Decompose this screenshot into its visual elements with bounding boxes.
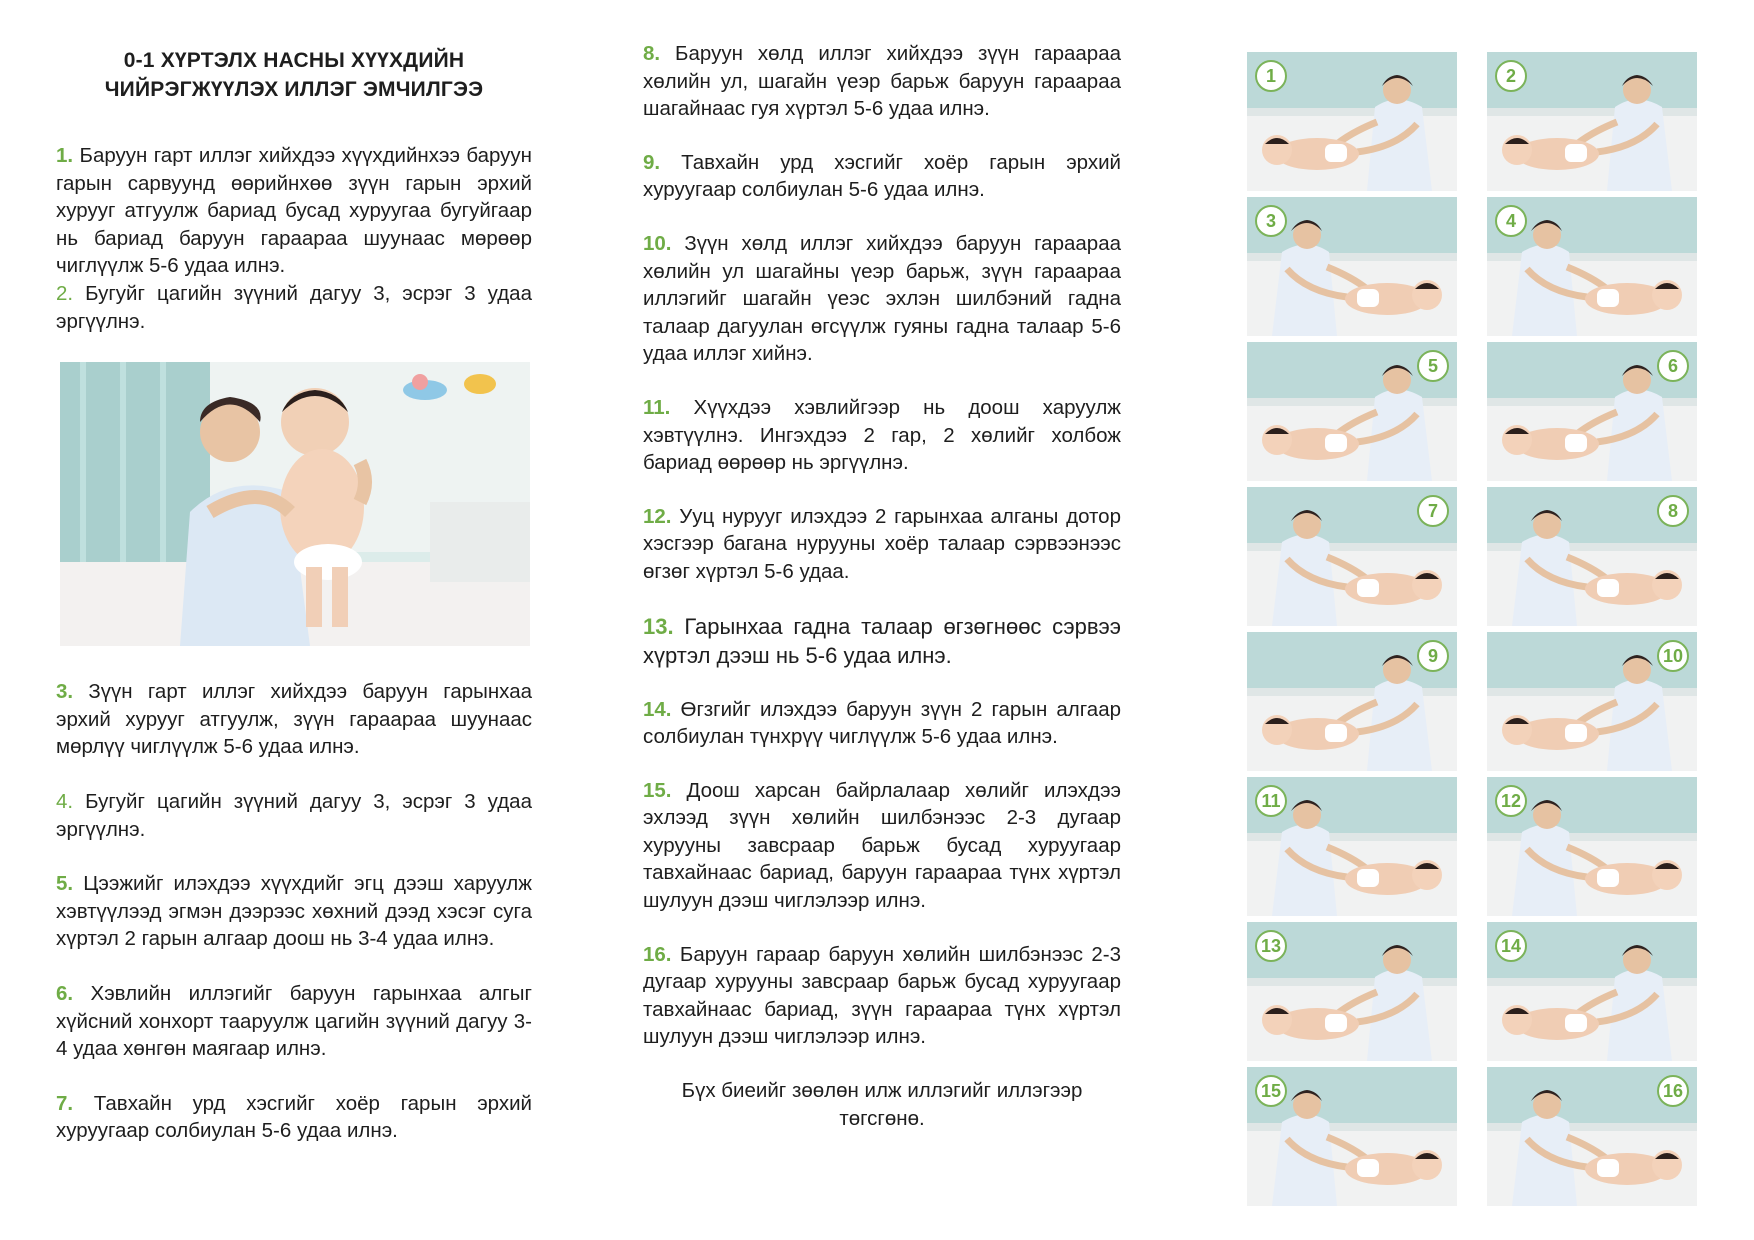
closing-line-1: Бүх биеийг зөөлөн илж иллэгийг иллэгээр (681, 1079, 1083, 1103)
closing-note (643, 1077, 1121, 1133)
step-photo-10 (1487, 632, 1697, 771)
step-number: 12. (643, 504, 672, 528)
step-photo-3 (1247, 197, 1457, 336)
step-text: Бугуйг цагийн зүүний дагуу 3, эсрэг 3 удаа эргүүлнэ. (56, 789, 532, 841)
step-number: 15. (643, 778, 672, 802)
step-number: 1. (56, 144, 74, 167)
step-photo-number-badge: 15 (1255, 1075, 1287, 1107)
step-photo-14 (1487, 922, 1697, 1061)
step-1 (56, 142, 532, 280)
step-number: 5. (56, 872, 74, 896)
step-15 (643, 777, 1121, 915)
step-photo-number-badge: 6 (1657, 350, 1689, 382)
step-12 (643, 503, 1121, 586)
step-photo-number-badge: 7 (1417, 495, 1449, 527)
step-5 (56, 870, 532, 953)
step-number: 10. (643, 231, 672, 255)
step-photo-number-badge: 16 (1657, 1075, 1689, 1107)
step-13 (643, 612, 1121, 670)
photo-grid (1247, 52, 1705, 1206)
step-6 (56, 980, 532, 1063)
step-photo-number-badge: 3 (1255, 205, 1287, 237)
closing-line-2: төгсгөнө. (839, 1107, 925, 1131)
page-title (56, 46, 532, 104)
step-text: Баруун гараар баруун хөлийн шилбэнээс 2-3 дугаар хурууны завсраар барьж бусад хуруугаар тавхайнаас бариад, зүүн гараараа түнх хүртэл шулуун дээш чиглэлээр илнэ. (643, 942, 1121, 1049)
step-4 (56, 788, 532, 843)
step-photo-number-badge: 1 (1255, 60, 1287, 92)
step-photo-1 (1247, 52, 1457, 191)
step-8 (643, 40, 1121, 123)
step-photo-number-badge: 9 (1417, 640, 1449, 672)
step-photo-16 (1487, 1067, 1697, 1206)
step-photo-number-badge: 8 (1657, 495, 1689, 527)
step-photo-11 (1247, 777, 1457, 916)
step-14 (643, 696, 1121, 751)
step-photo-5 (1247, 342, 1457, 481)
step-text: Хэвлийн иллэгийг баруун гарынхаа алгыг хүйсний хонхорт тааруулж цагийн зүүний дагуу 3-4 удаа хөнгөн маягаар илнэ. (56, 981, 532, 1061)
step-9 (643, 149, 1121, 204)
step-text: Тавхайн урд хэсгийг хоёр гарын эрхий хуруугаар солбиулан 5-6 удаа илнэ. (56, 1091, 532, 1143)
step-photo-4 (1487, 197, 1697, 336)
step-text: Гарынхаа гадна талаар өгзөгнөөс сэрвээ хүртэл дээш нь 5-6 удаа илнэ. (643, 613, 1121, 668)
step-number: 11. (643, 395, 671, 419)
step-11 (643, 394, 1121, 477)
step-text: Зүүн хөлд иллэг хийхдээ баруун гараараа хөлийн ул шагайны үеэр барьж, зүүн гараараа иллэгийг шагайн үеэс эхлэн шилбэний гадна талаар дагуулан өгсүүлж гуяны гадна талаар 5-6 удаа иллэг хийнэ. (643, 231, 1121, 366)
step-photo-number-badge: 14 (1495, 930, 1527, 962)
step-photo-2 (1487, 52, 1697, 191)
step-number: 16. (643, 942, 672, 966)
step-10 (643, 230, 1121, 368)
step-text: Өгзгийг илэхдээ баруун зүүн 2 гарын алгаар солбиулан түнхрүү чиглүүлж 5-6 удаа илнэ. (643, 697, 1121, 749)
step-text: Баруун гарт иллэг хийхдээ хүүхдийнхээ баруун гарын сарвуунд өөрийнхөө зүүн гарын эрхий хурууг атгуулж бариад бусад хуруугаа бугуйгаар нь бариад баруун гараараа шуунаас мөрөөр чиглүүлж 5-6 удаа илнэ. (56, 144, 532, 278)
step-number: 4. (56, 789, 74, 813)
step-text: Доош харсан байрлалаар хөлийг илэхдээ эхлээд зүүн хөлийн шилбэнээс 2-3 дугаар хурууны завсраар барьж бусад хуруугаар тавхайнаас бариад, баруун гараараа түнх хүртэл шулуун дээш чиглэлээр илнэ. (643, 778, 1121, 913)
step-text: Зүүн гарт иллэг хийхдээ баруун гарынхаа эрхий хурууг атгуулж, зүүн гараараа шуунаас мөрлүү чиглүүлж 5-6 удаа илнэ. (56, 680, 532, 759)
step-number: 14. (643, 697, 672, 721)
step-7 (56, 1090, 532, 1145)
step-photo-13 (1247, 922, 1457, 1061)
step-photo-number-badge: 11 (1255, 785, 1287, 817)
step-number: 8. (643, 42, 661, 65)
step-number: 9. (643, 150, 661, 174)
main-photo-woman-holding-baby (60, 362, 530, 646)
step-number: 2. (56, 281, 74, 305)
step-text: Цээжийг илэхдээ хүүхдийг эгц дээш харуулж хэвтүүлээд эгмэн дээрээс хөхний дээд хэсэг суга хүртэл 2 гарын алгаар доош нь 3-4 удаа илнэ. (56, 872, 532, 951)
step-text: Тавхайн урд хэсгийг хоёр гарын эрхий хуруугаар солбиулан 5-6 удаа илнэ. (643, 150, 1121, 202)
step-photo-number-badge: 2 (1495, 60, 1527, 92)
step-photo-number-badge: 12 (1495, 785, 1527, 817)
step-text: Ууц нурууг илэхдээ 2 гарынхаа алганы дотор хэсгээр багана нурууны хоёр талаар сэрвээнээс өгзөг хүртэл 5-6 удаа. (643, 504, 1121, 583)
step-number: 13. (643, 613, 674, 639)
step-photo-7 (1247, 487, 1457, 626)
step-number: 7. (56, 1091, 74, 1115)
left-column (56, 0, 532, 1172)
step-photo-12 (1487, 777, 1697, 916)
step-number: 3. (56, 680, 74, 704)
step-photo-number-badge: 13 (1255, 930, 1287, 962)
title-line-1: 0-1 ХҮРТЭЛХ НАСНЫ ХҮҮХДИЙН (123, 49, 465, 72)
step-photo-number-badge: 5 (1417, 350, 1449, 382)
step-photo-number-badge: 4 (1495, 205, 1527, 237)
title-line-2: ЧИЙРЭГЖҮҮЛЭХ ИЛЛЭГ ЭМЧИЛГЭЭ (104, 78, 484, 101)
step-photo-6 (1487, 342, 1697, 481)
step-photo-15 (1247, 1067, 1457, 1206)
middle-column (643, 0, 1121, 1133)
step-text: Баруун хөлд иллэг хийхдээ зүүн гараараа хөлийн ул, шагайн үеэр барьж баруун гараараа шагайнаас гуя хүртэл 5-6 удаа илнэ. (643, 42, 1121, 121)
step-16 (643, 941, 1121, 1051)
step-photo-9 (1247, 632, 1457, 771)
step-number: 6. (56, 981, 74, 1005)
step-text: Хүүхдээ хэвлийгээр нь доош харуулж хэвтүүлнэ. Ингэхдээ 2 гар, 2 хөлийг холбож бариад өөрөөр нь эргүүлнэ. (643, 395, 1121, 475)
step-2 (56, 280, 532, 335)
step-photo-number-badge: 10 (1657, 640, 1689, 672)
step-3 (56, 678, 532, 761)
step-photo-8 (1487, 487, 1697, 626)
step-text: Бугуйг цагийн зүүний дагуу 3, эсрэг 3 удаа эргүүлнэ. (56, 281, 532, 333)
